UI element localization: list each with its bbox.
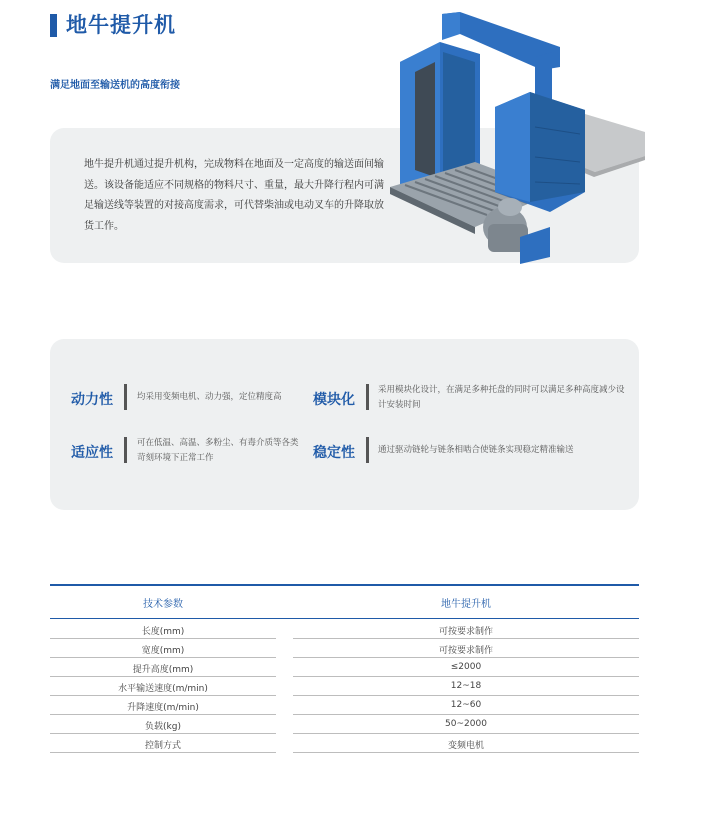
spec-param: 长度(mm) [141,627,185,637]
page-subtitle: 满足地面至输送机的高度衔接 [50,80,180,91]
spec-param: 提升高度(mm) [132,665,194,675]
spec-value: 变频电机 [447,741,484,751]
feature-title: 动力性 [71,392,113,408]
table-row [50,734,639,753]
feature-title: 模块化 [313,392,355,408]
spec-table-header [50,586,639,618]
spec-header-param: 技术参数 [143,599,183,610]
spec-param: 宽度(mm) [141,646,185,656]
feature-desc: 采用模块化设计，在满足多种托盘的同时可以满足多种高度减少设计安装时间 [378,385,625,410]
spec-param: 水平输送速度(m/min) [118,684,208,694]
feature-divider [124,437,127,463]
spec-header-model: 地牛提升机 [441,599,491,610]
feature-desc: 均采用变频电机、动力强，定位精度高 [137,392,282,402]
spec-header-rule [50,618,639,619]
lifter-machine-image [380,12,645,270]
spec-value: 50~2000 [445,719,487,729]
table-row [50,639,639,658]
spec-value: 12~60 [450,700,482,710]
table-row [50,658,639,677]
feature-desc: 通过驱动链轮与链条相啮合使链条实现稳定精准输送 [378,445,574,455]
table-row [50,696,639,715]
feature-desc: 可在低温、高温、多粉尘、有毒介质等各类苛刻环境下正常工作 [137,438,299,463]
intro-text: 地牛提升机通过提升机构，完成物料在地面及一定高度的输送面间输送。该设备能适应不同规格的物料尺寸、重量，最大升降行程内可满足输送线等装置的对接高度需求，可代替柴油或电动叉车的升降取放货工作。 [84,159,384,232]
feature-title: 稳定性 [313,445,355,461]
feature-divider [366,437,369,463]
features-card [50,339,639,510]
page-title: 地牛提升机 [66,13,176,37]
spec-param: 控制方式 [144,741,181,751]
spec-param: 负载(kg) [145,722,181,732]
table-row [50,715,639,734]
spec-value: 可按要求制作 [438,627,493,637]
feature-divider [366,384,369,410]
spec-value: ≤2000 [450,662,482,672]
table-row [50,620,639,639]
title-accent-bar [50,14,57,37]
feature-title: 适应性 [71,445,113,461]
table-row [50,677,639,696]
spec-value: 可按要求制作 [438,646,493,656]
feature-divider [124,384,127,410]
spec-param: 升降速度(m/min) [127,703,199,713]
spec-value: 12~18 [450,681,482,691]
